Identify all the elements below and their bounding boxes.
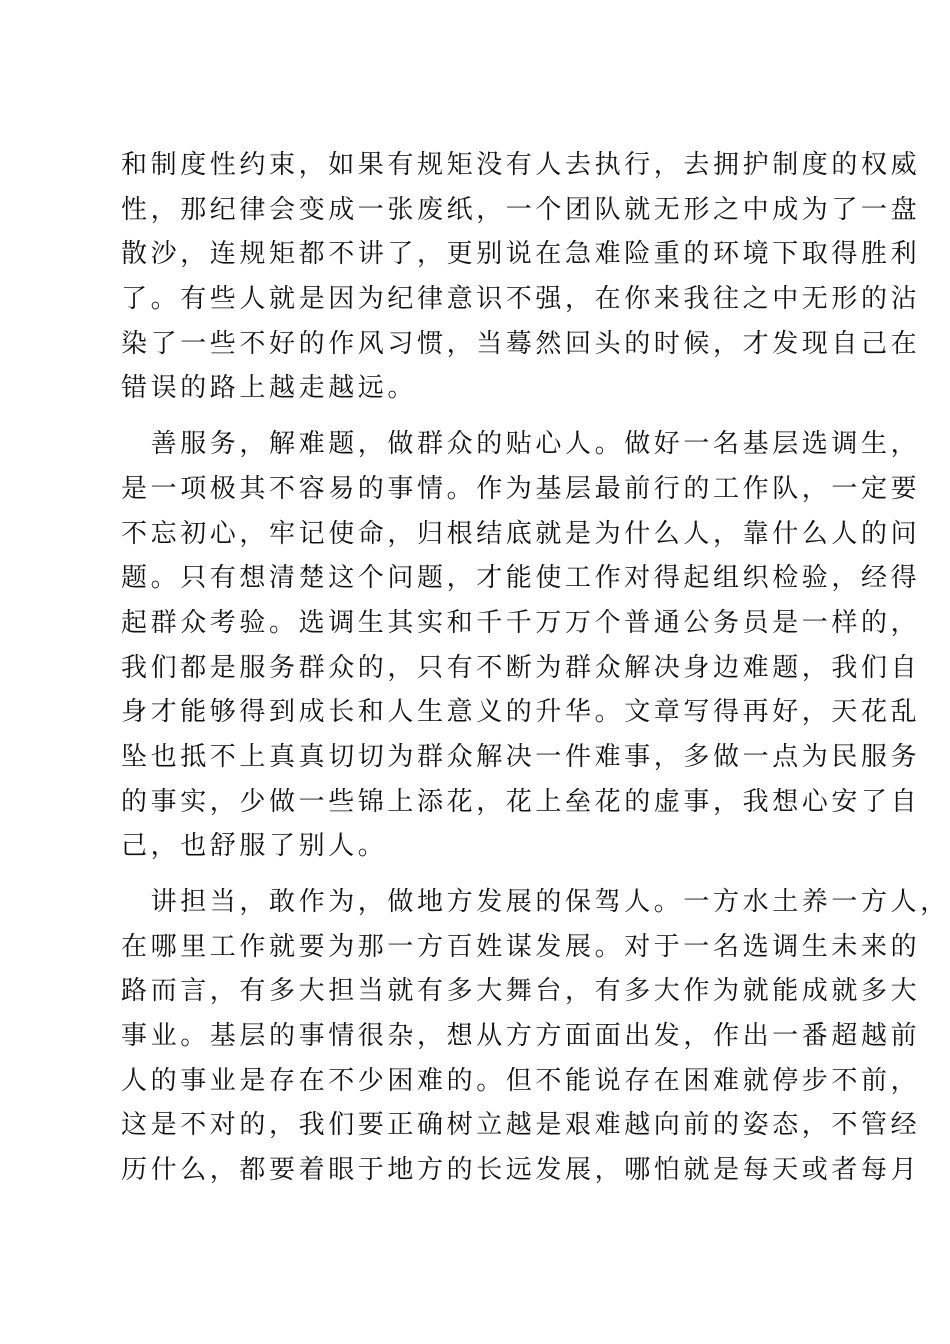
paragraph-responsibility — [121, 880, 950, 1193]
text-line: 染了一些不好的作风习惯，当蓦然回头的时候，才发现自己在 — [121, 328, 921, 359]
text-line: 不忘初心，牢记使命，归根结底就是为什么人，靠什么人的问 — [121, 518, 921, 549]
text-line: 散沙，连规矩都不讲了，更别说在急难险重的环境下取得胜利 — [121, 239, 921, 270]
text-line: 人的事业是存在不少困难的。但不能说存在困难就停步不前， — [121, 1065, 921, 1096]
text-line: 历什么，都要着眼于地方的长远发展，哪怕就是每天或者每月 — [121, 1155, 921, 1186]
text-line: 讲担当，敢作为，做地方发展的保驾人。一方水土养一方人， — [121, 887, 950, 917]
text-line: 这是不对的，我们要正确树立越是艰难越向前的姿态，不管经 — [121, 1110, 921, 1141]
text-line: 身才能够得到成长和人生意义的升华。文章写得再好，天花乱 — [121, 697, 921, 728]
text-line: 性，那纪律会变成一张废纸，一个团队就无形之中成为了一盘 — [121, 194, 921, 225]
text-line: 和制度性约束，如果有规矩没有人去执行，去拥护制度的权威 — [121, 150, 921, 180]
paragraph-gap — [121, 869, 841, 880]
text-line: 善服务，解难题，做群众的贴心人。做好一名基层选调生， — [121, 429, 921, 460]
text-line: 错误的路上越走越远。 — [121, 373, 418, 404]
text-line: 了。有些人就是因为纪律意识不强，在你来我往之中无形的沾 — [121, 284, 921, 315]
paragraph-gap — [121, 411, 841, 422]
text-line: 是一项极其不容易的事情。作为基层最前行的工作队，一定要 — [121, 473, 921, 504]
text-line: 在哪里工作就要为那一方百姓谋发展。对于一名选调生未来的 — [121, 931, 921, 962]
text-line: 题。只有想清楚这个问题，才能使工作对得起组织检验，经得 — [121, 563, 921, 594]
paragraph-discipline — [121, 143, 921, 411]
paragraph-service — [121, 422, 921, 869]
text-line: 事业。基层的事情很杂，想从方方面面出发，作出一番超越前 — [121, 1021, 921, 1052]
document-body — [121, 143, 950, 1193]
text-line: 路而言，有多大担当就有多大舞台，有多大作为就能成就多大 — [121, 976, 921, 1007]
text-line: 我们都是服务群众的，只有不断为群众解决身边难题，我们自 — [121, 652, 921, 683]
text-line: 的事实，少做一些锦上添花，花上垒花的虚事，我想心安了自 — [121, 786, 921, 817]
text-line: 起群众考验。选调生其实和千千万万个普通公务员是一样的， — [121, 607, 921, 638]
text-line: 坠也抵不上真真切切为群众解决一件难事，多做一点为民服务 — [121, 741, 921, 772]
text-line: 己，也舒服了别人。 — [121, 831, 388, 862]
